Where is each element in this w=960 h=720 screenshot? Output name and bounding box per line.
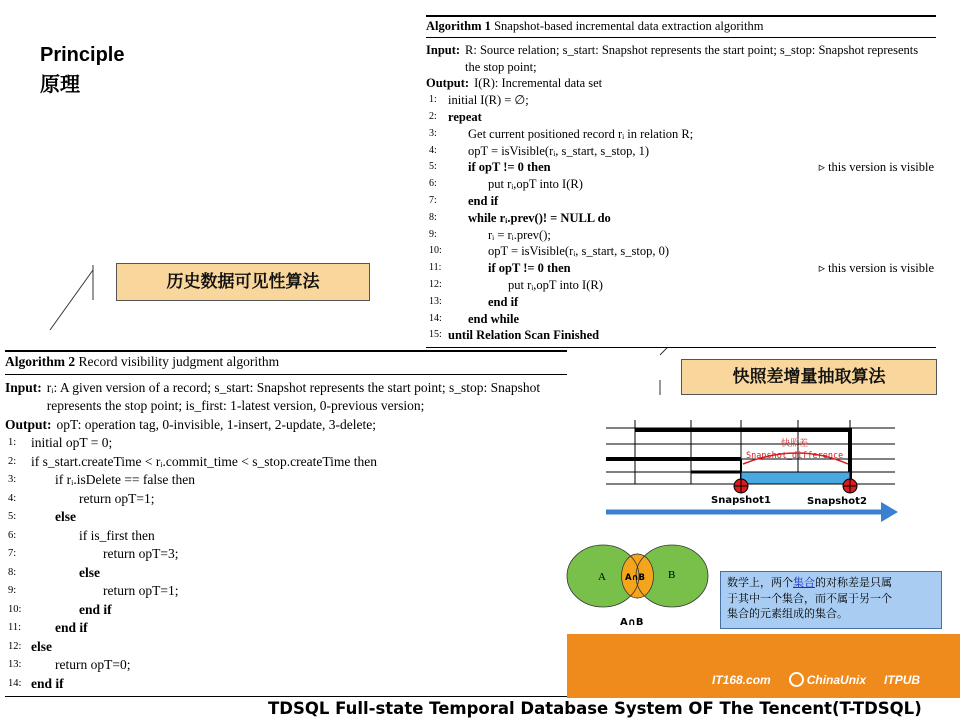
algorithm-1-line: 13: end if	[429, 294, 519, 309]
algorithm-1-output: Output: I(R): Incremental data set	[426, 76, 603, 91]
algorithm-1-title: Algorithm 1 Snapshot-based incremental data extraction algorithm	[426, 19, 764, 33]
algorithm-1-line: 14: end while	[429, 311, 520, 326]
principle-title-en: Principle	[40, 44, 125, 66]
it168-logo: IT168.com	[712, 672, 771, 687]
footer-logos	[712, 672, 920, 687]
callout-history-visibility: 历史数据可见性算法	[116, 263, 370, 301]
algorithm-2-title: Algorithm 2 Record visibility judgment algorithm	[5, 354, 280, 369]
snapshot-diff-label-zh: 快照差	[781, 439, 809, 449]
algorithm-2-line: 8: else	[8, 564, 100, 580]
algorithm-2-output: Output: opT: operation tag, 0-invisible, 1-insert, 2-update, 3-delete;	[5, 416, 377, 432]
set-link[interactable]: 集合	[793, 576, 815, 589]
algorithm-1-line: 7: end if	[429, 193, 499, 208]
venn-right-label: B	[668, 569, 676, 581]
footer-title: TDSQL Full-state Temporal Database System OF The Tencent(T-TDSQL)	[268, 699, 922, 718]
algorithm-1-line: 2: repeat	[429, 109, 482, 124]
algorithm-2-line: 6: if is_first then	[8, 527, 155, 543]
principle-title-zh: 原理	[40, 74, 80, 96]
algorithm-2-line: 13: return opT=0;	[8, 657, 131, 672]
snapshot2-label: Snapshot2	[807, 496, 867, 507]
venn-intersection-label: A∩B	[625, 573, 645, 583]
snapshot1-label: Snapshot1	[711, 495, 771, 506]
algorithm-1-line: 10: opT = isVisible(rᵢ, s_start, s_stop, 0)	[429, 244, 670, 259]
algorithm-2-line: 10: end if	[8, 601, 112, 617]
algorithm-2-line: 7: return opT=3;	[8, 546, 179, 561]
algorithm-1-block	[426, 15, 936, 348]
venn-left-label: A	[598, 571, 606, 583]
itpub-logo: ITPUB	[884, 672, 921, 687]
algorithm-1-line: 8: while rᵢ.prev()! = NULL do	[429, 210, 611, 225]
algorithm-2-input: Input: rᵢ: A given version of a record; s_start: Snapshot represents the start point; s_stop: Snapshot represents the stop point; is_first: 1-latest version, 0-previous version;	[5, 379, 541, 413]
callout-snapshot-diff: 快照差增量抽取算法	[681, 359, 937, 395]
venn-caption: A∩B	[620, 617, 644, 628]
footer-band	[567, 634, 960, 698]
chinaunix-ring-icon	[789, 672, 804, 687]
snapshot-diff-label-en: Snapshot_difference	[746, 451, 844, 461]
snapshot-diagram	[603, 418, 903, 548]
algorithm-2-lines	[5, 434, 567, 693]
algorithm-2-block	[5, 350, 567, 697]
algorithm-2-line: 2: if s_start.createTime < rᵢ.commit_time < s_stop.createTime then	[8, 453, 377, 469]
algorithm-2-line: 1: initial opT = 0;	[8, 435, 113, 450]
algorithm-1-line: 1: initial I(R) = ∅;	[429, 93, 529, 108]
algorithm-1-line: 6: put rᵢ,opT into I(R)	[429, 177, 583, 192]
algorithm-2-line: 11: end if	[8, 620, 88, 635]
algorithm-2-line: 14: end if	[8, 675, 64, 691]
algorithm-1-line: 4: opT = isVisible(rᵢ, s_start, s_stop, 1)	[429, 143, 650, 158]
algorithm-2-line: 9: return opT=1;	[8, 583, 179, 598]
algorithm-1-line: 3: Get current positioned record rᵢ in relation R;	[429, 126, 694, 141]
algorithm-2-line: 3: if rᵢ.isDelete == false then	[8, 472, 196, 487]
algorithm-1-input: Input: R: Source relation; s_start: Snapshot represents the start point; s_stop: Snapshot represents the stop point;	[426, 42, 919, 74]
algorithm-2-line: 12: else	[8, 638, 52, 654]
algorithm-2-line: 5: else	[8, 509, 76, 524]
chinaunix-logo: ChinaUnix	[789, 672, 866, 687]
algorithm-1-line: 15: until Relation Scan Finished	[429, 328, 600, 343]
principle-heading	[40, 40, 124, 100]
algorithm-1-line: 11: if opT != 0 then ▹ this version is visible	[429, 261, 934, 276]
algorithm-1-line: 9: rᵢ = rᵢ.prev();	[429, 227, 551, 242]
symmetric-difference-note: 数学上，两个集合的对称差是只属 于其中一个集合，而不属于另一个 集合的元素组成的集合。	[720, 571, 942, 629]
algorithm-1-line: 5: if opT != 0 then ▹ this version is visible	[429, 160, 934, 175]
venn-diagram	[565, 543, 715, 633]
algorithm-1-line: 12: put rᵢ,opT into I(R)	[429, 277, 603, 292]
algorithm-1-lines	[426, 92, 936, 344]
algorithm-2-line: 4: return opT=1;	[8, 490, 155, 506]
